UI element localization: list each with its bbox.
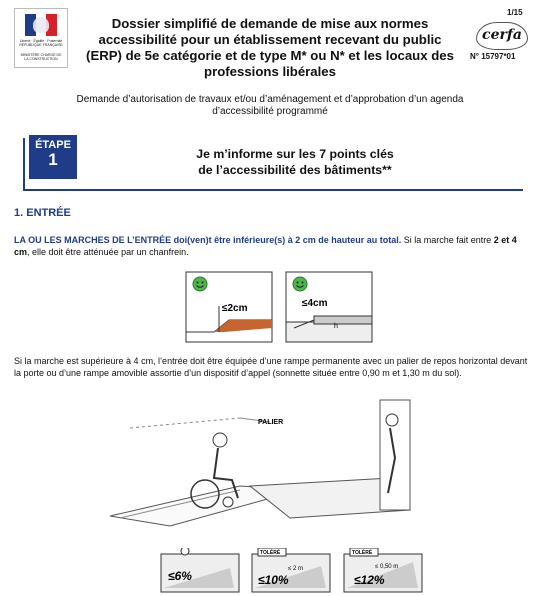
slope-label-10: ≤10%: [258, 573, 289, 587]
slope-sub-10: ≤ 2 m: [288, 566, 303, 572]
etape-badge: [29, 135, 77, 179]
smiley-icon: [193, 277, 207, 291]
etape-title: [150, 146, 440, 178]
page-number: 1/15: [507, 8, 523, 17]
etape-divider-horizontal: [23, 189, 523, 191]
cerfa-logo: cerfa: [476, 22, 528, 50]
step-height-illustrations: [184, 270, 374, 344]
document-title: Dossier simplifié de demande de mise aux normes accessibilité pour un établissement recevant du public (ERP) de 5e catégorie et de type M* ou N* et les locaux des professions libérales: [86, 16, 454, 79]
paragraph-steps-text-a: Si la marche fait entre: [401, 235, 494, 245]
etape-number: 1: [48, 150, 58, 169]
logo-republique-text: Liberté · Égalité · Fraternité RÉPUBLIQUE FRANÇAISE: [19, 39, 63, 47]
paragraph-steps-text-b: , elle doit être atténuée par un chanfrein.: [27, 247, 189, 257]
slope-label-12: ≤12%: [354, 573, 385, 587]
etape-divider-vertical: [23, 138, 25, 190]
slope-card-6: [161, 548, 239, 592]
section-title: 1. ENTRÉE: [14, 207, 71, 219]
step-high-h-label: h: [334, 323, 338, 330]
person-head: [213, 433, 227, 447]
paragraph-ramp: Si la marche est supérieure à 4 cm, l’entrée doit être équipée d’une rampe permanente avec un palier de repos horizontal devant la porte ou d’une rampe amovible assortie d’un dispositif d’appel (sonnette située entre 0,90 m et 1,30 m du sol).: [14, 356, 528, 378]
slope-card-12: [344, 548, 422, 592]
paragraph-steps-emphasis: LA OU LES MARCHES DE L’ENTRÉE doi(ven)t être inférieure(s) à 2 cm de hauteur au total.: [14, 235, 402, 245]
slope-cards: [160, 548, 425, 594]
step-low-label: ≤2cm: [222, 303, 248, 314]
step-high-label: ≤4cm: [302, 298, 328, 309]
palier-label: PALIER: [258, 419, 284, 426]
slope-sub-12: ≤ 0,50 m: [375, 564, 399, 570]
cerfa-number: N° 15797*01: [470, 52, 516, 61]
tolere-badge-10: TOLÉRÉ: [260, 550, 281, 556]
wheelchair-ramp-illustration: [90, 398, 420, 548]
republique-francaise-logo: [14, 8, 68, 68]
smiley-outline-icon: [181, 548, 189, 555]
smiley-icon-2: [293, 277, 307, 291]
paragraph-steps: [14, 234, 534, 258]
etape-title-line2: de l’accessibilité des bâtiments**: [198, 163, 392, 177]
logo-ministere-text: MINISTÈRE CHARGÉ DE LA CONSTRUCTION: [20, 53, 62, 61]
slope-card-10: [252, 548, 330, 592]
etape-label: ÉTAPE: [35, 139, 71, 151]
slope-label-6: ≤6%: [168, 569, 192, 583]
tolere-badge-12: TOLÉRÉ: [352, 550, 373, 556]
document-subtitle: Demande d’autorisation de travaux et/ou d’aménagement et d’approbation d’un agenda d’accessibilité programmé: [76, 94, 464, 117]
paragraph-steps-bold: 2 et 4 cm: [14, 235, 517, 257]
flag-icon: [25, 14, 57, 36]
etape-title-line1: Je m’informe sur les 7 points clés: [196, 147, 394, 161]
